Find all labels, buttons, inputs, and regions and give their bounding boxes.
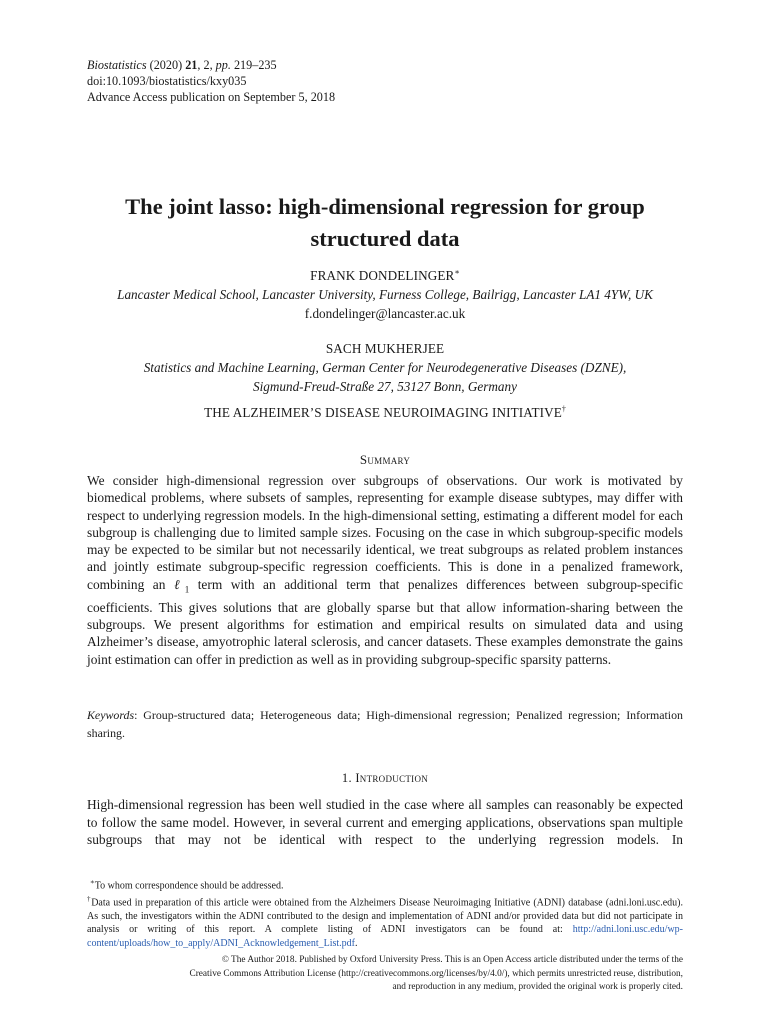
author-email-1: f.dondelinger@lancaster.ac.uk [304,306,466,321]
journal-issue: , 2, [197,58,216,72]
corresponding-mark: ∗ [454,267,460,277]
title-line-1: The joint lasso: high-dimensional regression for group [125,194,645,219]
consortium-name: THE ALZHEIMER’S DISEASE NEUROIMAGING INITIATIVE [204,405,562,420]
journal-name: Biostatistics [87,58,147,72]
dagger-mark: † [561,404,566,414]
summary-part-1: We consider high-dimensional regression over subgroups of observations. Our work is motivated by biomedical problems, where subsets of samples, representing for example disease subtypes, may differ with respect to underlying regression models. In the high-dimensional setting, estimating a different model for each subgroup is challenging due to limited sample sizes. Focusing on the case in which subgroup-specific models may be expected to be similar but not necessarily identical, we treat subgroups as related problem instances and jointly estimate subgroup-specific regression coefficients. This is done in a penalized framework, combining an [87,473,683,592]
author-name-1: FRANK DONDELINGER [310,268,455,283]
journal-volume: 21 [185,58,198,72]
footnote-1-text: To whom correspondence should be addressed. [94,880,284,892]
footnotes [87,876,683,950]
advance-access: Advance Access publication on September 5, 2018 [87,90,336,104]
adni-acknowledgement-link[interactable]: http://adni.loni.usc.edu/wp-content/uploads/how_to_apply/ADNI_Acknowledgement_List.pdf [87,924,683,949]
keywords-label: Keywords [87,708,135,722]
journal-pages: 219–235 [230,58,277,72]
copyright-notice [87,954,683,995]
summary-heading: Summary [359,452,411,467]
article-title [87,191,683,255]
keywords [87,707,683,742]
summary-part-2: term with an additional term that penalizes differences between subgroup-specific coefficients. This gives solutions that are globally sparse but that allow information-sharing between the subgroups. We present algorithms for estimation and empirical results on simulated data and using Alzheimer’s disease, amyotrophic lateral sclerosis, and cancer datasets. These examples demonstrate the gains joint estimation can offer in prediction as well as in providing subgroup-specific sparsity patterns. [87,576,683,667]
copyright-line-1: © The Author 2018. Published by Oxford University Press. This is an Open Access article distributed under the terms of the [221,955,683,965]
footnote-2-text: Data used in preparation of this article were obtained from the Alzheimers Disease Neuroimaging Initiative (ADNI) database (adni.loni.usc.edu). As such, the investigators within the ADNI contributed to the design and implementation of ADNI and/or provided data but did not participate in analysis or writing of this report. A complete listing of ADNI investigators can be found at: [87,897,684,936]
keywords-text: : Group-structured data; Heterogeneous data; High-dimensional regression; Penalized regression; Information sharing. [87,708,683,740]
footnote-2-mark: † [87,894,92,903]
author-block-2 [87,339,683,396]
doi: doi:10.1093/biostatistics/kxy035 [87,74,247,88]
title-line-2: structured data [310,226,460,251]
article-page [87,0,683,1024]
author-affiliation-2a: Statistics and Machine Learning, German Center for Neurodegenerative Diseases (DZNE), [143,360,627,375]
author-name-2: SACH MUKHERJEE [325,341,445,356]
footnote-2-end: . [355,937,358,949]
ell-symbol: ℓ [173,576,185,592]
citation-line [87,57,335,73]
author-affiliation-1: Lancaster Medical School, Lancaster University, Furness College, Bailrigg, Lancaster LA1 4YW, UK [117,287,653,302]
author-affiliation-2b: Sigmund-Freud-Straße 27, 53127 Bonn, Germany [253,379,517,394]
section-title: Introduction [355,771,429,785]
copyright-line-2: Creative Commons Attribution License (http://creativecommons.org/licenses/by/4.0/), which permits unrestricted reuse, distribution, [189,968,683,979]
footnote-1 [87,876,683,893]
author-block-1 [87,266,683,323]
pages-label: pp. [215,58,231,72]
journal-header [87,57,335,105]
author-block-3 [87,403,683,422]
ell-subscript: 1 [184,584,190,595]
section-number: 1. [341,771,356,785]
introduction-heading [87,771,683,786]
footnote-2 [87,893,683,950]
copyright-line-3: and reproduction in any medium, provided the original work is properly cited. [392,982,683,992]
summary-text [87,472,683,668]
introduction-text: High-dimensional regression has been well studied in the case where all samples can reasonably be expected to follow the same model. However, in several current and emerging applications, observations span multiple subgroups that may not be identical with respect to the underlying regression models. In [87,797,683,847]
footnote-1-mark: ∗ [90,878,95,886]
journal-year: (2020) [149,58,183,72]
